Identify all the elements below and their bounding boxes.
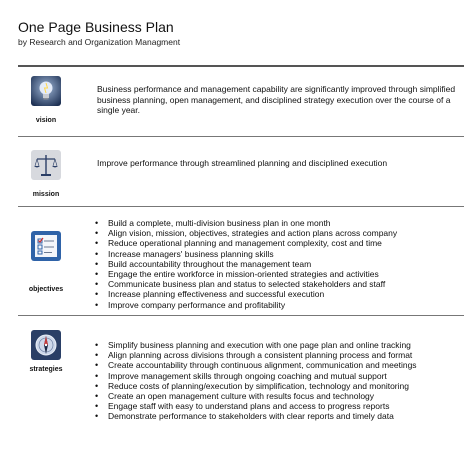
checklist-icon: [31, 231, 61, 261]
objective-item: • Engage the entire workforce in mission-oriented strategies and activities: [95, 269, 463, 279]
lightbulb-icon: [31, 76, 61, 106]
objective-item: • Increase managers' business planning skills: [95, 249, 463, 259]
strategy-item: • Reduce costs of planning/execution by simplification, technology and monitoring: [95, 381, 463, 391]
section-label-objectives: objectives: [28, 286, 64, 293]
strategies-list: [95, 340, 463, 422]
objectives-list: [95, 218, 463, 310]
section-label-vision: vision: [35, 117, 57, 124]
objective-item: • Build accountability throughout the management team: [95, 259, 463, 269]
section-divider: [18, 136, 464, 137]
objective-item: • Communicate business plan and status to selected stakeholders and staff: [95, 279, 463, 289]
header-divider: [18, 65, 464, 67]
page-title: One Page Business Plan: [18, 19, 174, 35]
mission-text: Improve performance through streamlined planning and disciplined execution: [97, 158, 388, 168]
section-divider: [18, 315, 464, 316]
page-subtitle: by Research and Organization Managment: [18, 37, 181, 47]
vision-text: Business performance and management capability are significantly improved through simplified business planning, open management, and disciplined strategy execution over the course of a single year.: [97, 84, 456, 115]
compass-icon: [31, 330, 61, 360]
strategy-item: • Demonstrate performance to stakeholders with clear reports and timely data: [95, 411, 463, 421]
strategy-item: • Improve management skills through ongoing coaching and mutual support: [95, 371, 463, 381]
section-divider: [18, 206, 464, 207]
strategy-item: • Create accountability through continuous alignment, communication and meetings: [95, 360, 463, 370]
objective-item: • Align vision, mission, objectives, strategies and action plans across company: [95, 228, 463, 238]
strategy-item: • Align planning across divisions through a consistent planning process and format: [95, 350, 463, 360]
section-label-strategies: strategies: [29, 366, 63, 373]
strategy-item: • Simplify business planning and execution with one page plan and online tracking: [95, 340, 463, 350]
strategy-item: • Create an open management culture with results focus and technology: [95, 391, 463, 401]
section-label-mission: mission: [32, 191, 60, 198]
objective-item: • Improve company performance and profitability: [95, 300, 463, 310]
strategy-item: • Engage staff with easy to understand plans and access to progress reports: [95, 401, 463, 411]
objective-item: • Build a complete, multi-division business plan in one month: [95, 218, 463, 228]
objective-item: • Reduce operational planning and management complexity, cost and time: [95, 238, 463, 248]
objective-item: • Increase planning effectiveness and successful execution: [95, 289, 463, 299]
scales-icon: [31, 150, 61, 180]
